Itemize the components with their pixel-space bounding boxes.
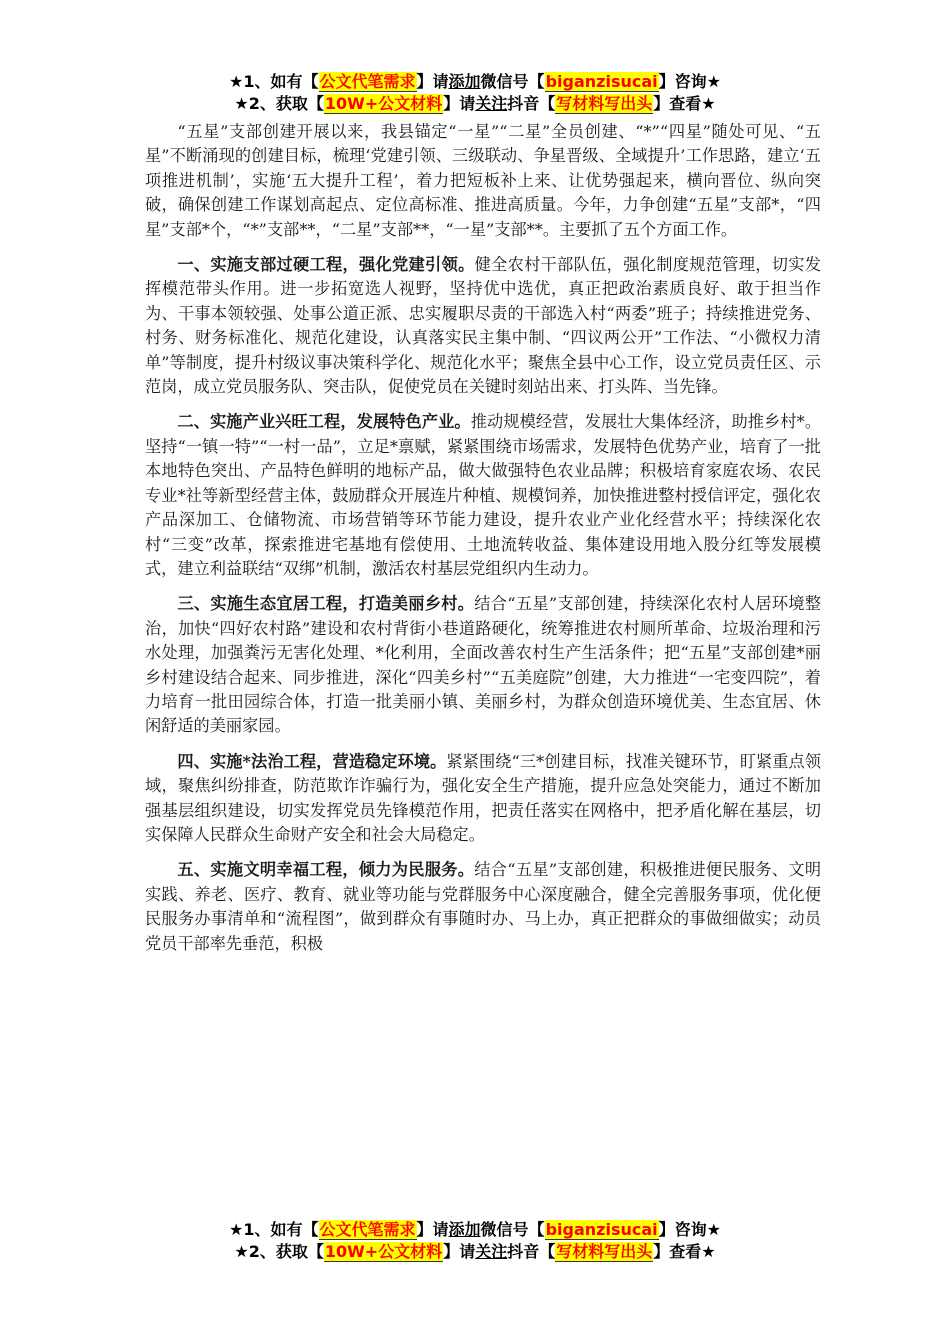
footer-banner [0, 1219, 950, 1263]
banner-line-2 [0, 93, 950, 115]
banner-line-2 [0, 1241, 950, 1263]
banner-text: 】请 [443, 94, 476, 113]
banner-text: 】查看★ [653, 1242, 716, 1261]
banner-text: 抖音【 [507, 1242, 556, 1261]
document-body [145, 120, 821, 967]
header-banner [0, 71, 950, 115]
paragraph-lead: 五、实施文明幸福工程，倾力为民服务。 [177, 860, 475, 880]
highlight-materials: 10W+公文材料 [324, 94, 443, 113]
banner-text: 微信号【 [480, 72, 545, 91]
highlight-ghostwriting: 公文代笔需求 [319, 72, 416, 91]
banner-text: 关注 [475, 94, 508, 113]
paragraph-section-3 [145, 592, 821, 738]
banner-text: 】请 [443, 1242, 476, 1261]
highlight-wechat-id: biganzisucai [545, 72, 658, 91]
paragraph-section-4 [145, 750, 821, 848]
paragraph-section-2 [145, 410, 821, 581]
paragraph-body: 紧紧围绕“三*创建目标，找准关键环节，盯紧重点领域，聚焦纠纷排查，防范欺诈诈骗行为，强化安全生产措施，提升应急处突能力，通过不断加强基层组织建设，切实发挥党员先锋模范作用，把责任落实在网格中，把矛盾化解在基层，切实保障人民群众生命财产安全和社会大局稳定。 [145, 751, 821, 844]
paragraph-body: 结合“五星”支部创建，持续深化农村人居环境整治，加快“四好农村路”建设和农村背街小巷道路硬化，统筹推进农村厕所革命、垃圾治理和污水处理，加强粪污无害化处理、*化利用，全面改善农村生产生活条件；把“五星”支部创建*丽乡村建设结合起来、同步推进，深化“四美乡村”“五美庭院”创建，大力推进“一宅变四院”，着力培育一批田园综合体，打造一批美丽小镇、美丽乡村，为群众创造环境优美、生态宜居、休闲舒适的美丽家园。 [145, 594, 822, 736]
banner-text: 】查看★ [653, 94, 716, 113]
banner-text: 】请 [416, 1220, 449, 1239]
paragraph-body: “五星”支部创建开展以来，我县锚定“一星”“二星”全员创建、“*”“四星”随处可见、“五星”不断涌现的创建目标，梳理‘党建引领、三级联动、争星晋级、全域提升’工作思路，建立‘五项推进机制’，实施‘五大提升工程’，着力把短板补上来、让优势强起来，横向晋位、纵向突破，确保创建工作谋划高起点、定位高标准、推进高质量。今年，力争创建“五星”支部*，“四星”支部*个，“*”支部**，“二星”支部**，“一星”支部**。主要抓了五个方面工作。 [145, 122, 821, 239]
banner-line-1 [0, 1219, 950, 1241]
highlight-douyin-account: 写材料写出头 [556, 1242, 653, 1261]
highlight-materials: 10W+公文材料 [324, 1242, 443, 1261]
banner-text: 添加 [448, 72, 481, 91]
paragraph-section-1 [145, 253, 821, 399]
banner-line-1 [0, 71, 950, 93]
banner-text: 】咨询★ [658, 72, 721, 91]
paragraph-body: 结合“五星”支部创建，积极推进便民服务、文明实践、养老、医疗、教育、就业等功能与党群服务中心深度融合，健全完善服务事项，优化便民服务办事清单和“流程图”，做到群众有事随时办、马上办，真正把群众的事做细做实；动员党员干部率先垂范，积极 [145, 860, 822, 953]
banner-text: ★1、如有【 [229, 72, 319, 91]
paragraph-lead: 三、实施生态宜居工程，打造美丽乡村。 [177, 594, 475, 614]
banner-text: 】请 [416, 72, 449, 91]
paragraph-intro [145, 120, 821, 242]
paragraph-lead: 四、实施*法治工程，营造稳定环境。 [177, 751, 447, 771]
banner-text: 】咨询★ [658, 1220, 721, 1239]
banner-text: ★2、获取【 [234, 94, 324, 113]
banner-text: 微信号【 [480, 1220, 545, 1239]
banner-text: 关注 [475, 1242, 508, 1261]
highlight-douyin-account: 写材料写出头 [556, 94, 653, 113]
banner-text: 添加 [448, 1220, 481, 1239]
banner-text: ★2、获取【 [234, 1242, 324, 1261]
paragraph-section-5 [145, 858, 821, 956]
highlight-ghostwriting: 公文代笔需求 [319, 1220, 416, 1239]
paragraph-body: 健全农村干部队伍，强化制度规范管理，切实发挥模范带头作用。进一步拓宽选人视野，坚持优中选优，真正把政治素质良好、敢于担当作为、干事本领较强、处事公道正派、忠实履职尽责的干部选入村“两委”班子；持续推进党务、村务、财务标准化、规范化建设，认真落实民主集中制、“四议两公开”工作法、“小微权力清单”等制度，提升村级议事决策科学化、规范化水平；聚焦全县中心工作，设立党员责任区、示范岗，成立党员服务队、突击队，促使党员在关键时刻站出来、打头阵、当先锋。 [145, 255, 822, 397]
highlight-wechat-id: biganzisucai [545, 1220, 658, 1239]
paragraph-lead: 一、实施支部过硬工程，强化党建引领。 [177, 255, 475, 275]
paragraph-lead: 二、实施产业兴旺工程，发展特色产业。 [177, 412, 471, 432]
banner-text: ★1、如有【 [229, 1220, 319, 1239]
paragraph-body: 推动规模经营，发展壮大集体经济，助推乡村*。坚持“一镇一特”“一村一品”，立足*禀赋，紧紧围绕市场需求，发展特色优势产业，培育了一批本地特色突出、产品特色鲜明的地标产品，做大做强特色农业品牌；积极培育家庭农场、农民专业*社等新型经营主体，鼓励群众开展连片种植、规模饲养，加快推进整村授信评定，强化农产品深加工、仓储物流、市场营销等环节能力建设，提升农业产业化经营水平；持续深化农村“三变”改革，探索推进宅基地有偿使用、土地流转收益、集体建设用地入股分红等发展模式，建立利益联结“双绑”机制，激活农村基层党组织内生动力。 [145, 412, 822, 578]
banner-text: 抖音【 [507, 94, 556, 113]
